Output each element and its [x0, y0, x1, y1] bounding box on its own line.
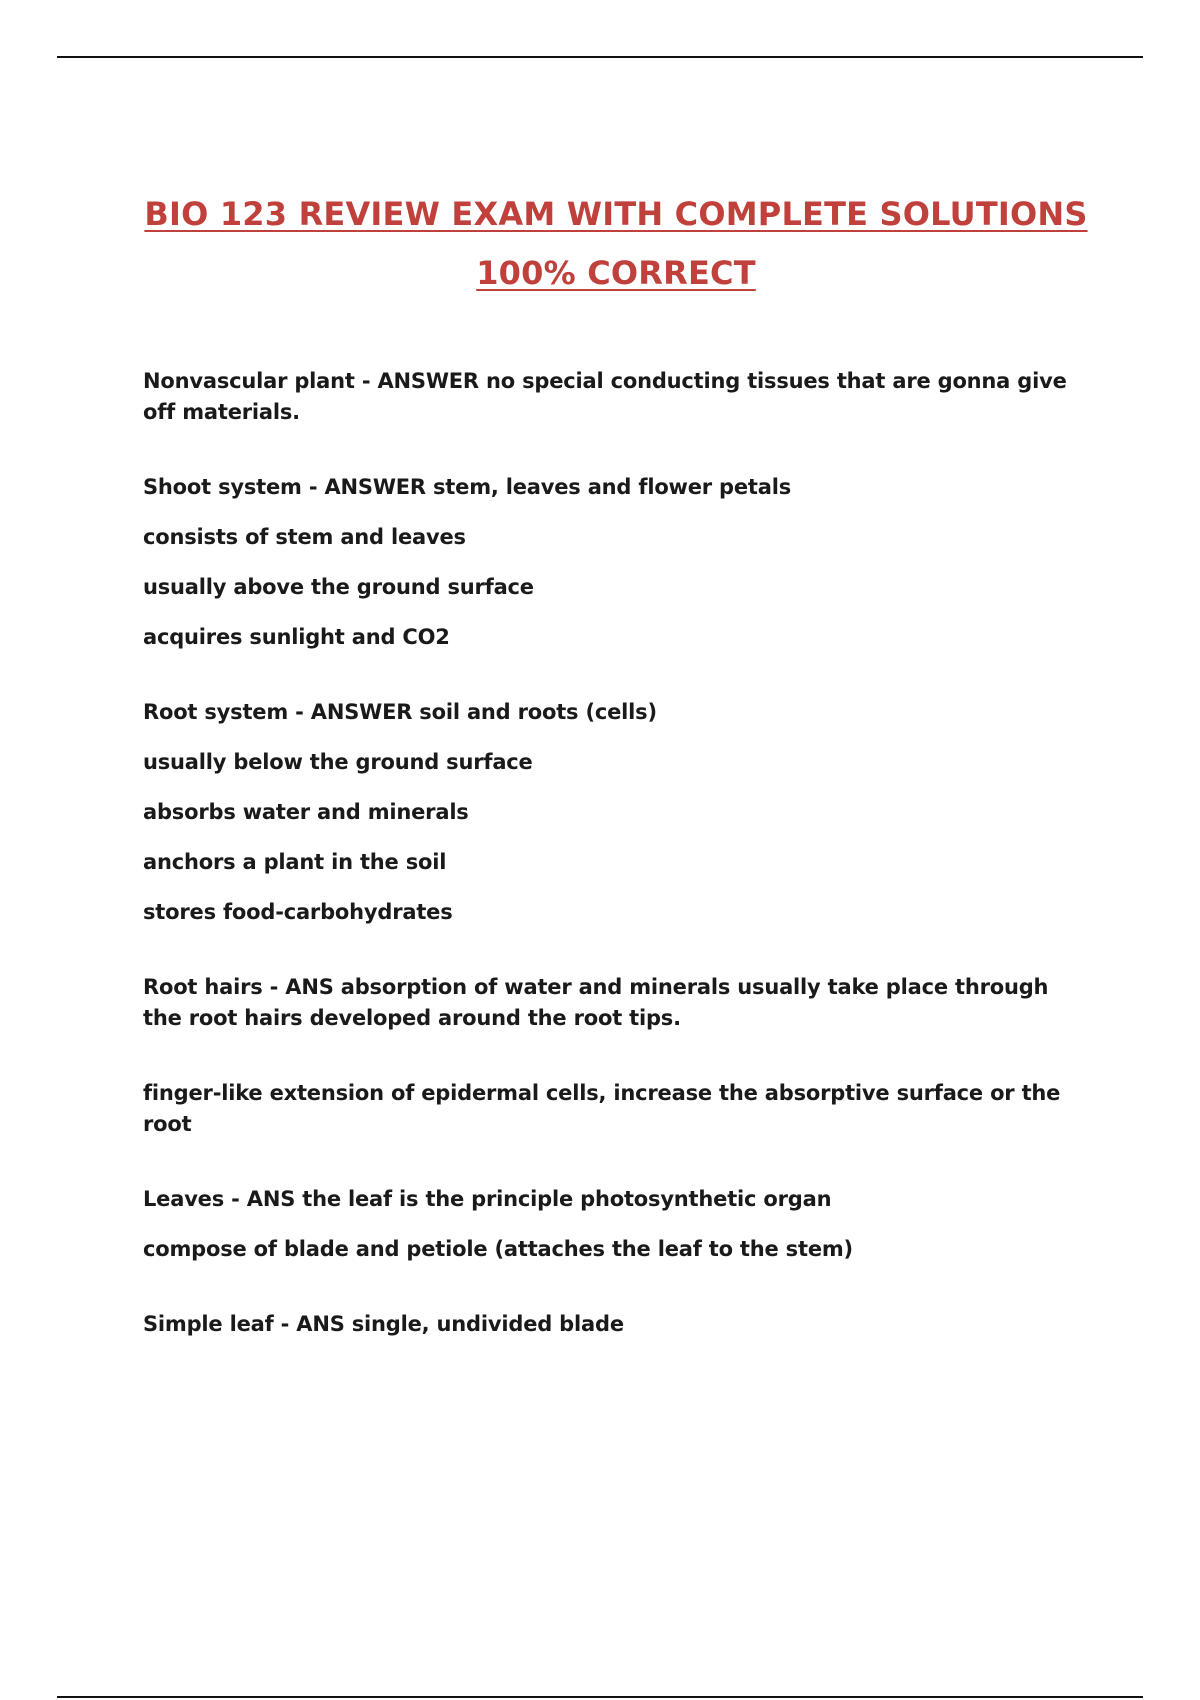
- qa-entry-root-hairs: [143, 972, 1083, 1034]
- qa-entry-nonvascular: [143, 366, 1083, 428]
- qa-line: finger-like extension of epidermal cells, increase the absorptive surface or the root: [143, 1081, 1061, 1136]
- qa-line: usually below the ground surface: [143, 750, 533, 774]
- qa-entry-root-system: [143, 697, 1083, 928]
- qa-line: acquires sunlight and CO2: [143, 625, 450, 649]
- qa-entry-finger-like: [143, 1078, 1083, 1140]
- qa-line: Root system - ANSWER soil and roots (cells): [143, 700, 657, 724]
- qa-entry-leaves: [143, 1184, 1083, 1265]
- qa-line: Simple leaf - ANS single, undivided blade: [143, 1312, 624, 1336]
- qa-line: consists of stem and leaves: [143, 525, 466, 549]
- qa-line: usually above the ground surface: [143, 575, 534, 599]
- qa-line: Leaves - ANS the leaf is the principle photosynthetic organ: [143, 1187, 832, 1211]
- qa-entry-shoot-system: [143, 472, 1083, 653]
- qa-entry-simple-leaf: [143, 1309, 1083, 1340]
- bottom-rule: [57, 1696, 1143, 1698]
- qa-line: stores food-carbohydrates: [143, 900, 453, 924]
- qa-line: Nonvascular plant - ANSWER no special conducting tissues that are gonna give off materials.: [143, 369, 1067, 424]
- qa-list: [143, 366, 1083, 1340]
- qa-line: compose of blade and petiole (attaches the leaf to the stem): [143, 1237, 853, 1261]
- top-rule: [57, 56, 1143, 58]
- title-line-1: BIO 123 REVIEW EXAM WITH COMPLETE SOLUTIONS: [144, 195, 1088, 233]
- qa-line: anchors a plant in the soil: [143, 850, 447, 874]
- qa-line: Shoot system - ANSWER stem, leaves and flower petals: [143, 475, 792, 499]
- qa-line: Root hairs - ANS absorption of water and minerals usually take place through the root hairs developed around the root tips.: [143, 975, 1049, 1030]
- title-line-2: 100% CORRECT: [476, 254, 756, 292]
- qa-line: absorbs water and minerals: [143, 800, 469, 824]
- document-title: [0, 188, 1200, 306]
